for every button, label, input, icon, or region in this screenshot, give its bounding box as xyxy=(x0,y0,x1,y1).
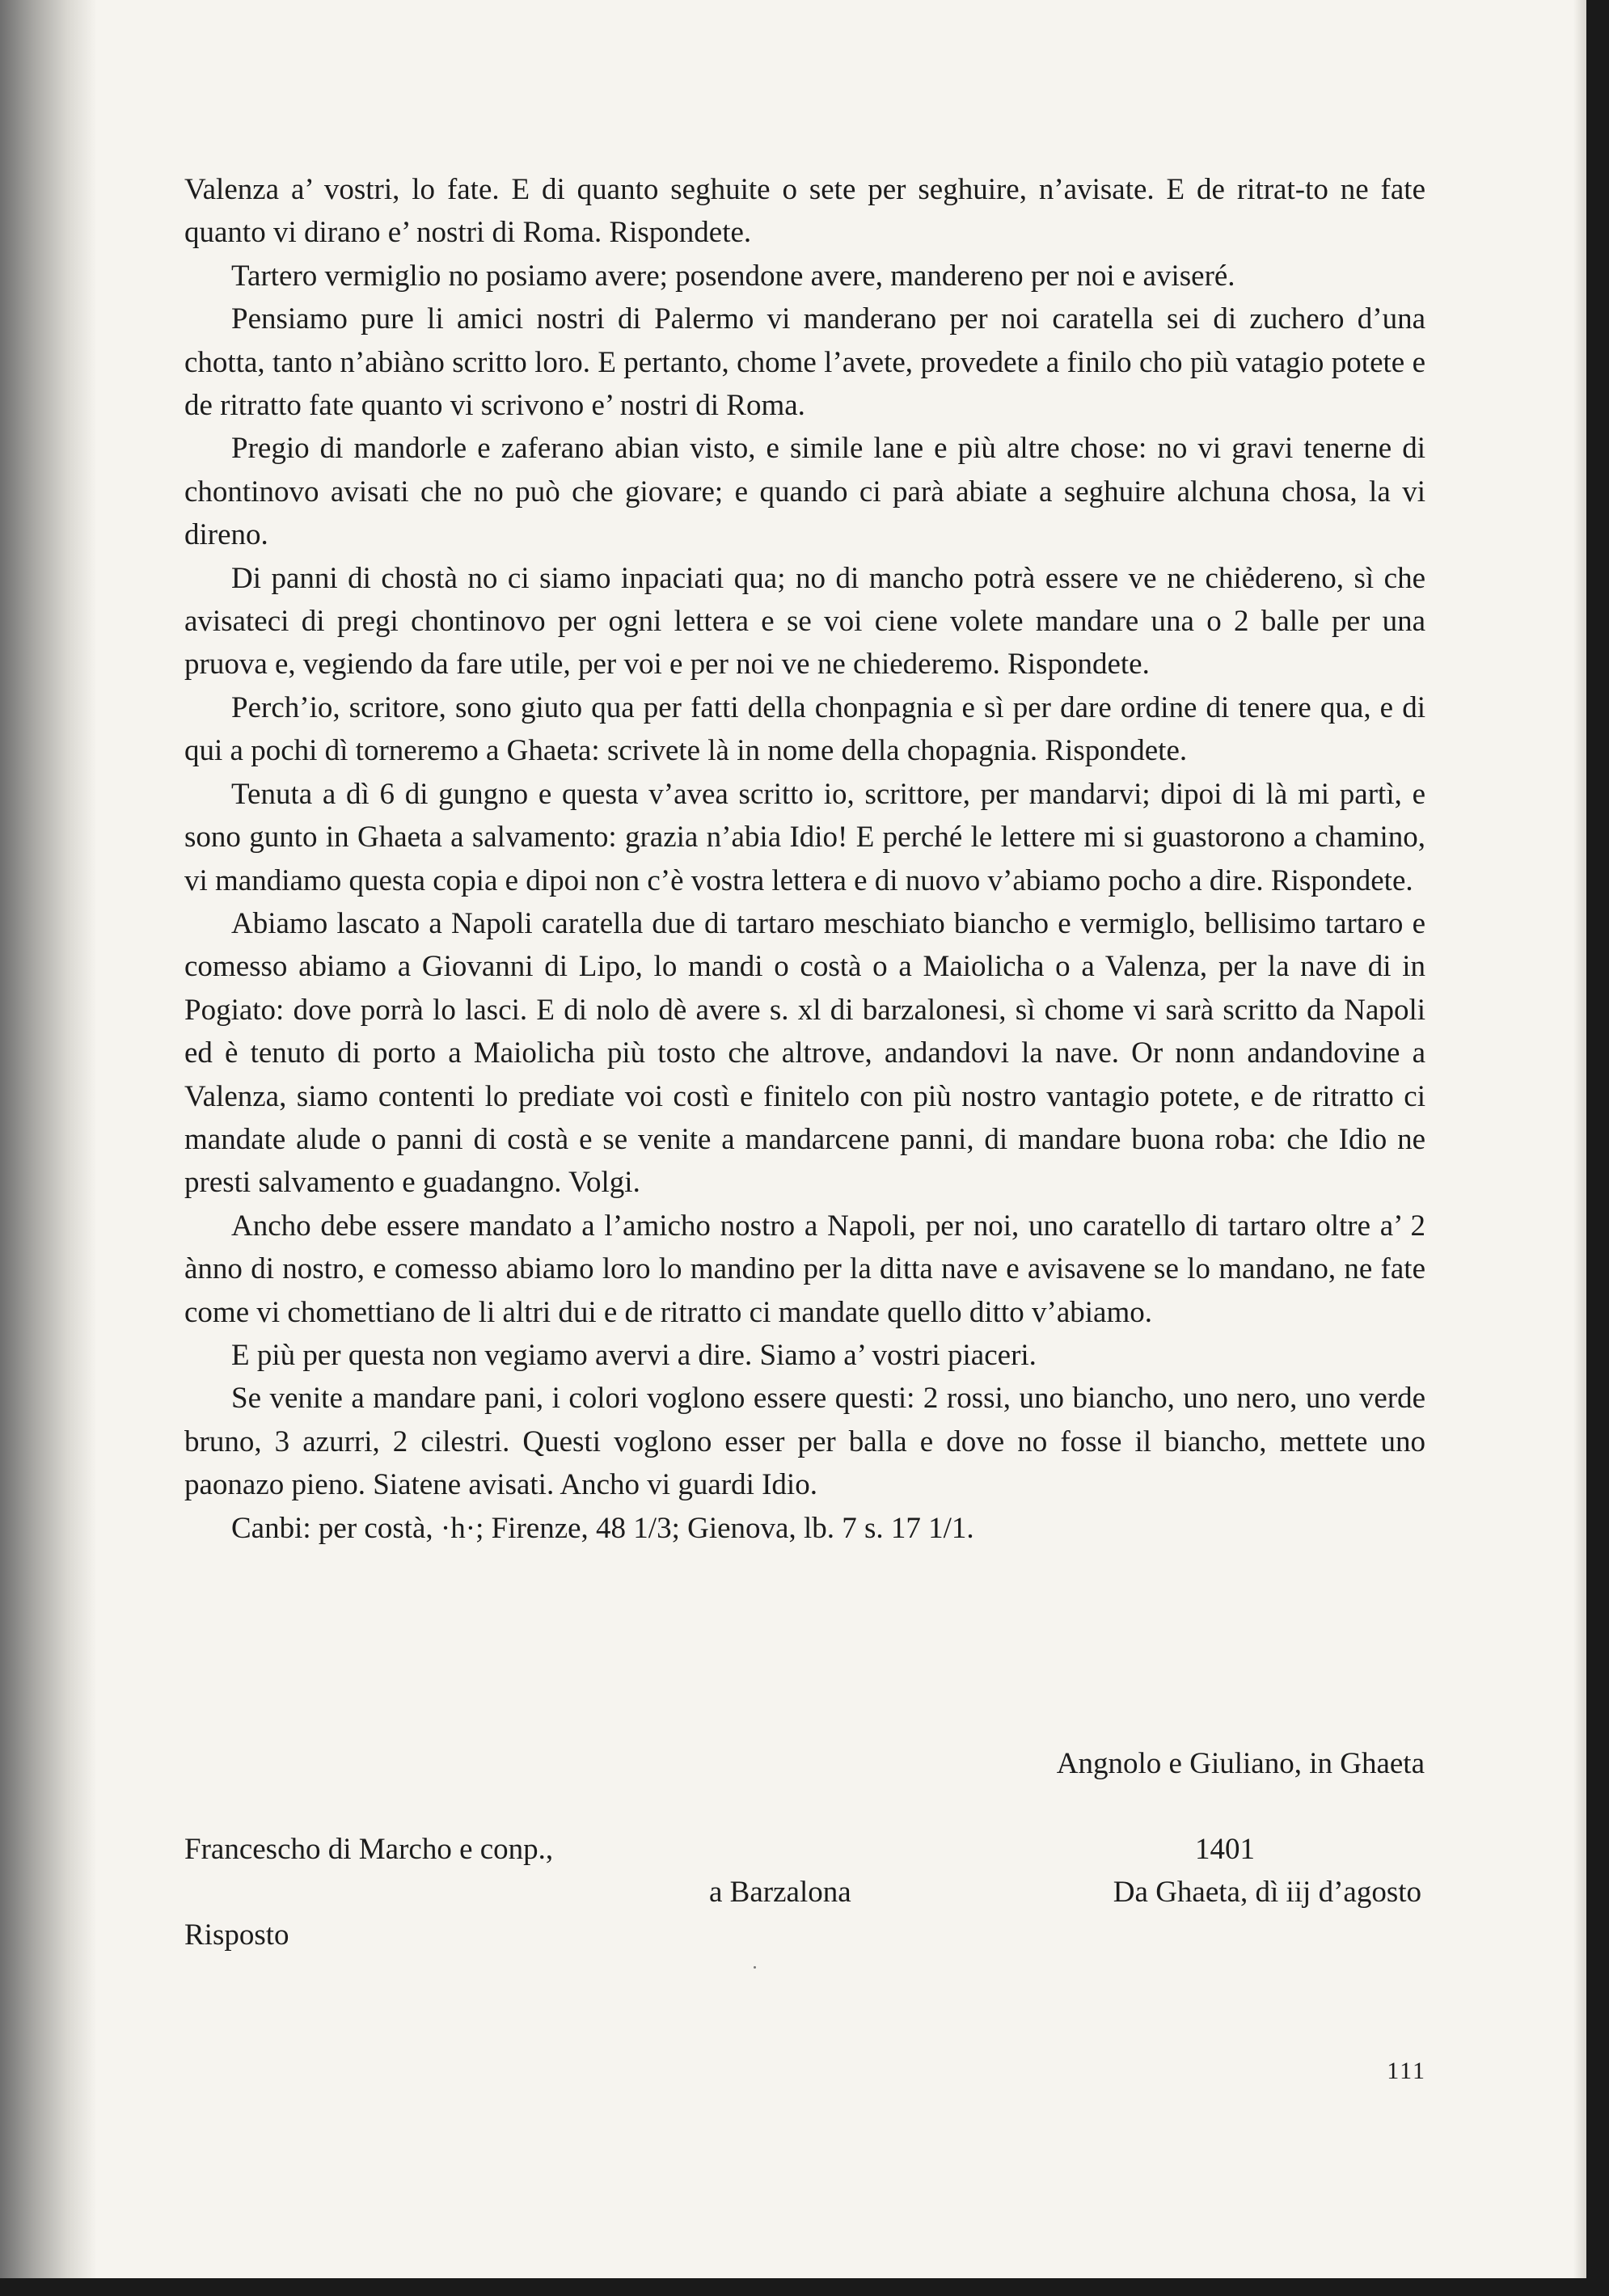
letter-body xyxy=(184,168,1425,1550)
address-city: a Barzalona xyxy=(709,1876,851,1909)
paragraph: Canbi: per costà, ·h·; Firenze, 48 1/3; Gienova, lb. 7 s. 17 1/1. xyxy=(231,1511,974,1545)
paragraph: Pensiamo pure li amici nostri di Palermo vi manderano per noi caratella sei di zuchero d’una chotta, tanto n’abiàno scritto loro. E pertanto, chome l’avete, provedete a finilo cho più vatagio potete e de ritratto fate quanto vi scrivono e’ nostri di Roma. xyxy=(184,302,1425,423)
paragraph: Tartero vermiglio no posiamo avere; posendone avere, mandereno per noi e aviseré. xyxy=(231,259,1235,293)
signature: Angnolo e Giuliano, in Ghaeta xyxy=(1056,1747,1425,1780)
paragraph: Tenuta a dì 6 di gungno e questa v’avea scritto io, scrittore, per mandarvi; dipoi di là mi partì, e sono gunto in Ghaeta a salvamento: grazia n’abia Idio! E perché le lettere mi si guastorono a chamino, vi mandiamo questa copia e dipoi non c’è vostra lettera e di nuovo v’abiamo pocho a dire. Rispondete. xyxy=(184,777,1425,897)
paragraph: E più per questa non vegiamo avervi a dire. Siamo a’ vostri piaceri. xyxy=(231,1338,1037,1372)
paragraph: Abiamo lascato a Napoli caratella due di tartaro meschiato biancho e vermiglo, bellisimo tartaro e comesso abiamo a Giovanni di Lipo, lo mandi o costà o a Maiolicha o a Valenza, per la nave di in Pogiato: dove porrà lo lasci. E di nolo dè avere s. xl di barzalonesi, sì chome vi sarà scritto da Napoli ed è tenuto di porto a Maiolicha più tosto che altrove, andandovi la nave. Or nonn andandovine a Valenza, siamo contenti lo prediate voi costì e finitelo con più nostro vantagio potete, e de ritratto ci mandate alude o panni di costà e se venite a mandarcene panni, di mandare buona roba: che Idio ne presti salvamento e guadangno. Volgi. xyxy=(184,906,1425,1200)
ink-speck xyxy=(754,1966,756,1969)
book-spine-shadow xyxy=(0,0,97,2278)
letter-place-date: Da Ghaeta, dì iij d’agosto xyxy=(1113,1876,1421,1909)
letter-year: 1401 xyxy=(1195,1833,1255,1866)
page-number: 111 xyxy=(1387,2058,1426,2084)
paragraph: Ancho debe essere mandato a l’amicho nostro a Napoli, per noi, uno caratello di tartaro oltre a’ 2 ànno di nostro, e comesso abiamo loro lo mandino per la ditta nave e avisavene se lo mandano, ne fate come vi chomettiano de li altri dui e de ritratto ci mandate quello ditto v’abiamo. xyxy=(184,1209,1425,1329)
paragraph: Pregio di mandorle e zaferano abian visto, e simile lane e più altre chose: no vi gravi tenerne di chontinovo avisati che no può che giovare; e quando ci parà abiate a seghuire alchuna chosa, la vi direno. xyxy=(184,432,1425,552)
paragraph: Se venite a mandare pani, i colori voglono essere questi: 2 rossi, uno biancho, uno nero, uno verde bruno, 3 azurri, 2 cilestri. Questi voglono esser per balla e dove no fosse il biancho, mettete uno paonazo pieno. Siatene avisati. Ancho vi guardi Idio. xyxy=(184,1382,1425,1502)
paragraph: Valenza a’ vostri, lo fate. E di quanto seghuite o sete per seghuire, n’avisate. E de ritrat-to ne fate quanto vi dirano e’ nostri di Roma. Rispondete. xyxy=(184,173,1425,250)
paragraph: Perch’io, scritore, sono giuto qua per fatti della chonpagnia e sì per dare ordine di tenere qua, e di qui a pochi dì torneremo a Ghaeta: scrivete là in nome della chopagnia. Rispondete. xyxy=(184,690,1425,768)
page-edge xyxy=(1573,0,1586,2278)
address-recipient: Francescho di Marcho e conp., xyxy=(184,1833,554,1866)
reply-note: Risposto xyxy=(184,1918,289,1952)
paragraph: Di panni di chostà no ci siamo inpaciati qua; no di mancho potrà essere ve ne chiẻdereno, sì che avisateci di pregi chontinovo per ogni lettera e se voi ciene volete mandare una o 2 balle per una pruova e, vegiendo da fare utile, per voi e per noi ve ne chiederemo. Rispondete. xyxy=(184,561,1425,682)
